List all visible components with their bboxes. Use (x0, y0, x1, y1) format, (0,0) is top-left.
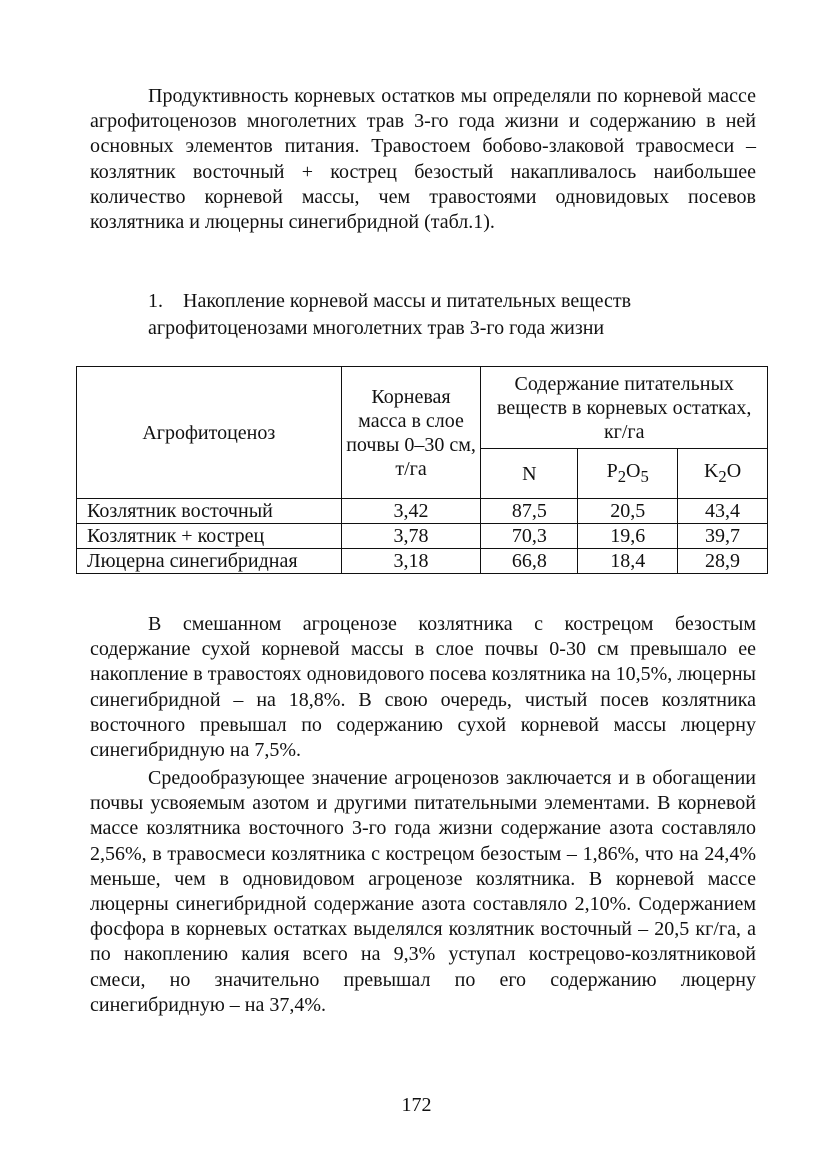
paragraph-second: В смешанном агроценозе козлятника с кострецом безостым содержание сухой корневой массы в слое почвы 0-30 см превышало ее накопление в травостоях одновидового посева козлятника на 10,5%, люцерны синегибридной – на 18,8%. В свою очередь, чистый посев козлятника восточного превышал по содержанию сухой корневой массы люцерну синегибридную на 7,5%. (90, 613, 756, 762)
header-n: N (481, 449, 578, 499)
row-n: 66,8 (481, 549, 578, 574)
paragraph-intro: Продуктивность корневых остатков мы определяли по корневой массе агрофитоценозов многолетних трав 3-го года жизни и содержанию в ней основных элементов питания. Травостоем бобово-злаковой травосмеси – козлятник восточный + кострец безостый накапливалось наибольшее количество корневой массы, чем травостоями одновидовых посевов козлятника и люцерны синегибридной (табл.1). (90, 85, 756, 234)
header-nutrients: Содержание питательных веществ в корневых остатках, кг/га (481, 367, 768, 449)
row-mass: 3,18 (341, 549, 481, 574)
row-name: Козлятник + кострец (77, 524, 342, 549)
data-table (76, 366, 768, 574)
row-p: 18,4 (578, 549, 678, 574)
page-number: 172 (401, 1094, 432, 1116)
row-k: 43,4 (678, 499, 768, 524)
header-k2o: $K_2O$ (678, 449, 768, 499)
row-mass: 3,78 (341, 524, 481, 549)
row-k: 28,9 (678, 549, 768, 574)
row-n: 70,3 (481, 524, 578, 549)
table-caption-line1: Накопление корневой массы и питательных веществ (183, 290, 632, 312)
row-mass: 3,42 (341, 499, 481, 524)
table-caption-line2: агрофитоценозами многолетних трав 3-го года жизни (148, 317, 605, 339)
paragraph-third: Средообразующее значение агроценозов заключается и в обогащении почвы усвояемым азотом и другими питательными элементами. В корневой массе козлятника восточного 3-го года жизни содержание азота составляло 2,56%, в травосмеси козлятника с кострецом безостым – 1,86%, что на 24,4% меньше, чем в одновидовом агроценозе козлятника. В корневой массе люцерны синегибридной содержание азота составляло 2,10%. Содержанием фосфора в корневых остатках выделялся козлятник восточный – 20,5 кг/га, а по накоплению калия всего на 9,3% уступал кострецово-козлятниковой смеси, но значительно превышал по его содержанию люцерну синегибридную – на 37,4%. (90, 767, 756, 1016)
table-row (77, 549, 768, 574)
header-agrophytocenosis: Агрофитоценоз (77, 367, 342, 499)
row-n: 87,5 (481, 499, 578, 524)
table-row (77, 524, 768, 549)
table-caption (148, 288, 748, 342)
row-name: Люцерна синегибридная (77, 549, 342, 574)
row-p: 19,6 (578, 524, 678, 549)
row-k: 39,7 (678, 524, 768, 549)
table-row (77, 499, 768, 524)
header-p2o5: $P_2O_5$ (578, 449, 678, 499)
header-root-mass: Корневая масса в слое почвы 0–30 см, т/га (341, 367, 481, 499)
table-caption-number: 1. (148, 290, 163, 312)
row-p: 20,5 (578, 499, 678, 524)
row-name: Козлятник восточный (77, 499, 342, 524)
